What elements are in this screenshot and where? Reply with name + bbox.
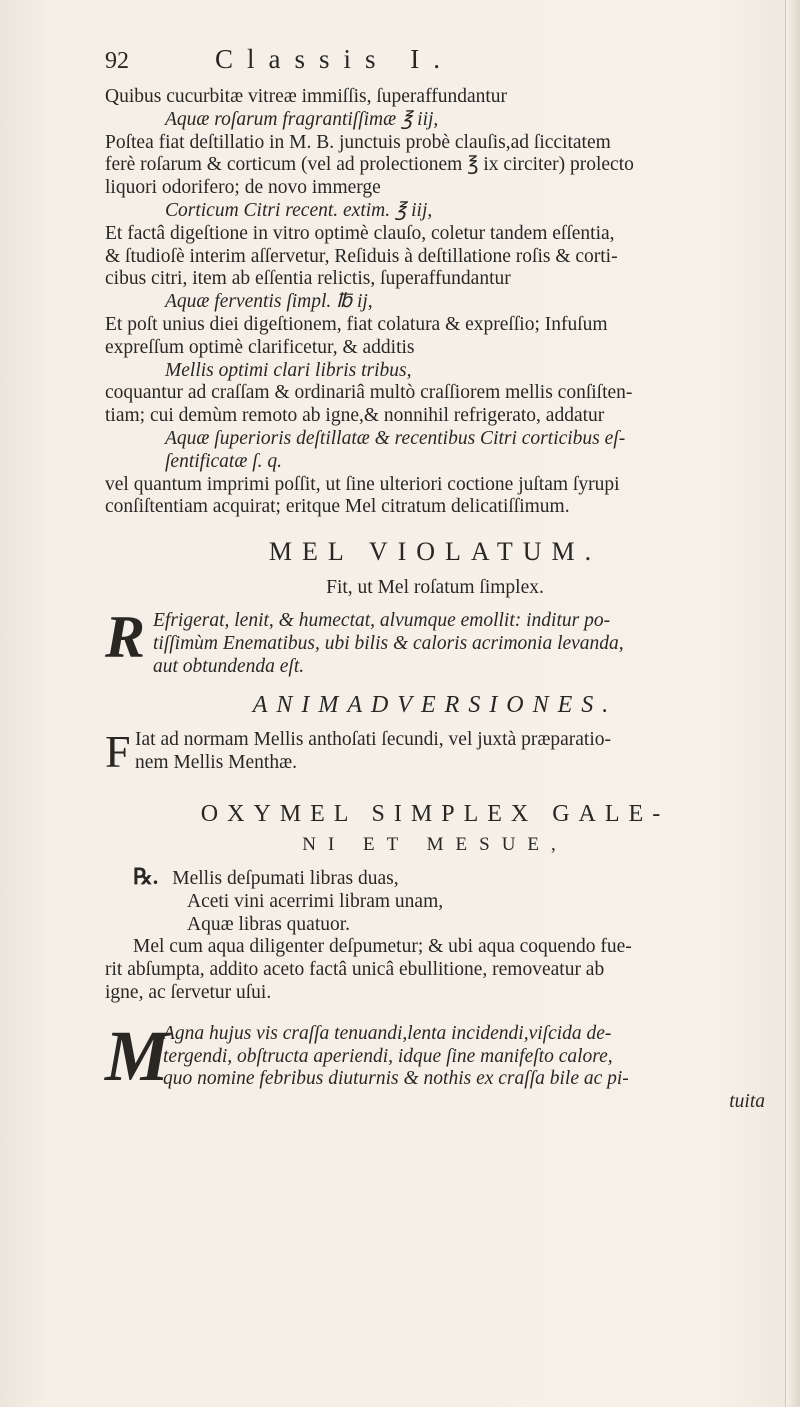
- text-line: Poſtea fiat deſtillatio in M. B. junctuis probè clauſis,ad ſiccitatem: [105, 131, 611, 153]
- drop-cap: R: [105, 603, 146, 670]
- drop-cap: F: [105, 726, 131, 778]
- page-header: [105, 44, 765, 86]
- text-line: tuita: [729, 1091, 765, 1113]
- section-heading-oxymel: OXYMEL SIMPLEX GALE-: [200, 800, 670, 827]
- running-title: Classis I.: [215, 44, 455, 74]
- section-heading-mel-violatum: MEL VIOLATUM.: [268, 537, 602, 567]
- final-paragraph: [105, 1015, 765, 1114]
- text-line: ſentificatæ ſ. q.: [165, 450, 282, 472]
- ingredient-line: Aceti vini acerrimi libram unam,: [187, 890, 444, 912]
- ingredient-line: Aquæ libras quatuor.: [187, 913, 351, 935]
- text-line: expreſſum optimè clarificetur, & additis: [105, 336, 415, 358]
- ingredient-line: ℞. Mellis deſpumati libras duas,: [133, 863, 399, 889]
- text-line: vel quantum imprimi poſſit, ut ſine ulteriori coctione juſtam ſyrupi: [105, 473, 620, 495]
- recipe-symbol: ℞.: [133, 863, 159, 889]
- text-line: quo nomine febribus diuturnis & nothis ex craſſa bile ac pi-: [163, 1068, 629, 1090]
- text-line: Aquæ ferventis ſimpl. ℔ ij,: [165, 291, 373, 313]
- text-line: igne, ac ſervetur uſui.: [105, 981, 272, 1003]
- text-line: Mel cum aqua diligenter deſpumetur; & ubi aqua coquendo fue-: [133, 936, 632, 958]
- text-line: rit abſumpta, addito aceto factâ unicâ ebullitione, removeatur ab: [105, 959, 605, 981]
- text-line: tiſſimùm Enematibus, ubi bilis & caloris acrimonia levanda,: [153, 632, 624, 654]
- section-subheading-oxymel: NI ET MESUE,: [302, 833, 568, 855]
- mel-violatum-intro: Fit, ut Mel roſatum ſimplex.: [326, 577, 544, 599]
- text-line: cibus citri, item ab eſſentia relictis, ſuperaffundantur: [105, 268, 511, 290]
- text-line: Aquæ roſarum fragrantiſſimæ ℥ iij,: [165, 108, 439, 130]
- text-line: Aquæ ſuperioris deſtillatæ & recentibus Citri corticibus eſ-: [165, 427, 626, 449]
- text-line: aut obtundenda eſt.: [153, 655, 305, 677]
- text-line: nem Mellis Menthæ.: [135, 752, 297, 774]
- text-line: Corticum Citri recent. extim. ℥ iij,: [165, 199, 433, 221]
- text-line: Efrigerat, lenit, & humectat, alvumque emollit: inditur po-: [153, 609, 611, 631]
- section-heading-animadversiones: ANIMADVERSIONES.: [252, 692, 618, 719]
- text-line: & ſtudioſè interim aſſervetur, Reſiduis à deſtillatione roſis & corti-: [105, 245, 618, 267]
- text-line: conſiſtentiam acquirat; eritque Mel citratum delicatiſſimum.: [105, 496, 570, 518]
- text-line: tergendi, obſtructa aperiendi, idque ſine manifeſto calore,: [163, 1045, 613, 1067]
- text-line: Quibus cucurbitæ vitreæ immiſſis, ſuperaffundantur: [105, 86, 508, 107]
- text-line: coquantur ad craſſam & ordinariâ multò craſſiorem mellis conſiſten-: [105, 382, 633, 404]
- drop-cap: M: [105, 1015, 170, 1096]
- text-line: tiam; cui demùm remoto ab igne,& nonnihil refrigerato, addatur: [105, 405, 605, 427]
- mel-violatum-paragraph: [105, 603, 765, 678]
- page-number: 92: [105, 48, 129, 74]
- animadversiones-paragraph: [105, 726, 765, 778]
- text-line: Et poſt unius diei digeſtionem, fiat colatura & expreſſio; Infuſum: [105, 313, 608, 335]
- recipe-text: [105, 86, 765, 519]
- text-line: ferè roſarum & corticum (vel ad prolectionem ℥ ix circiter) prolecto: [105, 154, 634, 176]
- text-line: Et factâ digeſtione in vitro optimè clauſo, coletur tandem eſſentia,: [105, 222, 615, 244]
- text-line: Mellis optimi clari libris tribus,: [165, 359, 412, 381]
- page-edge: [785, 0, 800, 1407]
- text-column: [105, 44, 765, 1114]
- text-line: liquori odorifero; de novo immerge: [105, 177, 381, 199]
- text-line: Iat ad normam Mellis anthoſati ſecundi, vel juxtà præparatio-: [135, 729, 611, 751]
- text-line: Agna hujus vis craſſa tenuandi,lenta incidendi,viſcida de-: [163, 1022, 612, 1044]
